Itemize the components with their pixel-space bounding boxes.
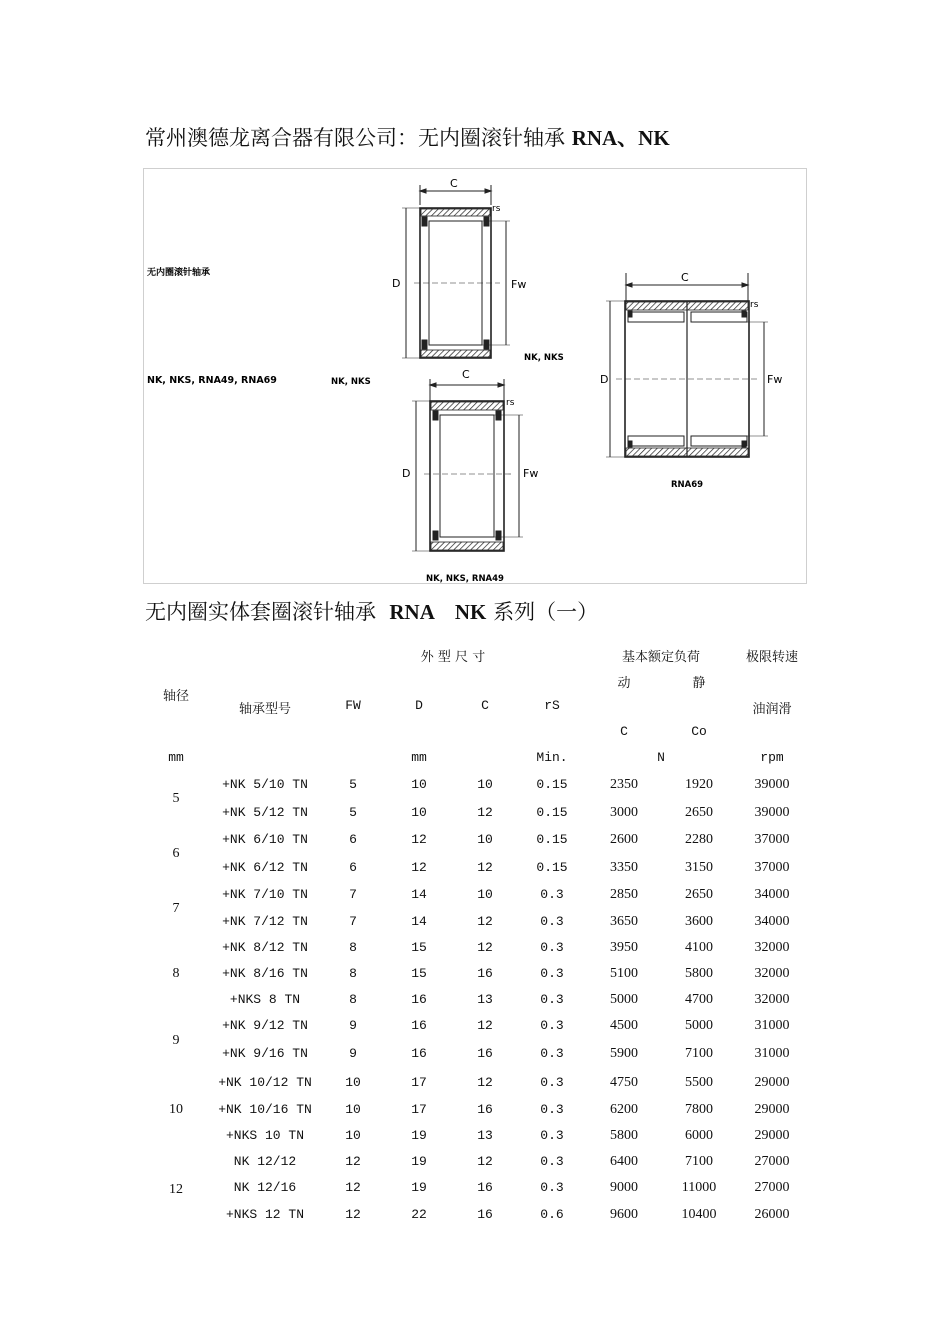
- model-cell: +NK 7/10 TN: [222, 887, 308, 902]
- table-title-rna: RNA: [389, 600, 435, 624]
- stat-load-cell: 1920: [685, 777, 713, 792]
- stat-load-cell: 2650: [685, 887, 713, 902]
- rs-cell: 0.3: [540, 992, 564, 1007]
- rs-cell: 0.3: [540, 1128, 564, 1143]
- c-cell: 12: [477, 805, 493, 820]
- dim-rs-top: rs: [492, 204, 501, 214]
- model-cell: NK 12/16: [233, 1180, 297, 1195]
- speed-cell: 34000: [754, 887, 790, 902]
- c-cell: 10: [477, 887, 493, 902]
- speed-cell: 26000: [754, 1207, 790, 1222]
- fw-cell: 8: [349, 966, 357, 981]
- dyn-load-cell: 9000: [610, 1180, 638, 1195]
- header-oil: 油润滑: [752, 702, 792, 717]
- model-cell: +NK 8/16 TN: [222, 966, 308, 981]
- dyn-load-cell: 9600: [610, 1207, 638, 1222]
- fw-cell: 8: [349, 992, 357, 1007]
- model-cell: NK 12/12: [233, 1154, 297, 1169]
- c-cell: 16: [477, 1046, 493, 1061]
- header-rs: rS: [544, 698, 560, 713]
- dim-c-top: C: [450, 177, 458, 190]
- model-cell: +NK 8/12 TN: [222, 940, 308, 955]
- rs-cell: 0.3: [540, 914, 564, 929]
- speed-cell: 27000: [754, 1154, 790, 1169]
- c-cell: 16: [477, 966, 493, 981]
- stat-load-cell: 3600: [685, 914, 713, 929]
- speed-cell: 39000: [754, 777, 790, 792]
- speed-cell: 31000: [754, 1018, 790, 1033]
- rs-cell: 0.3: [540, 1075, 564, 1090]
- stat-load-cell: 10400: [681, 1207, 717, 1222]
- model-cell: +NK 6/12 TN: [222, 860, 308, 875]
- dyn-load-cell: 4500: [610, 1018, 638, 1033]
- unit-shaft-mm: mm: [168, 750, 184, 765]
- d-cell: 22: [411, 1207, 427, 1222]
- table-title-prefix: 无内圈实体套圈滚针轴承: [145, 600, 390, 624]
- model-cell: +NK 5/10 TN: [222, 777, 308, 792]
- dyn-load-cell: 2600: [610, 832, 638, 847]
- d-cell: 19: [411, 1128, 427, 1143]
- header-fw: FW: [345, 698, 361, 713]
- bearing-drawing-svg: [144, 169, 808, 585]
- dim-rs-right: rs: [750, 300, 759, 310]
- speed-cell: 32000: [754, 992, 790, 1007]
- rs-cell: 0.3: [540, 1102, 564, 1117]
- header-d: D: [415, 698, 423, 713]
- d-cell: 12: [411, 832, 427, 847]
- header-static: 静: [692, 676, 706, 691]
- label-nk-nks-right: NK, NKS: [524, 353, 564, 363]
- header-dynamic: 动: [617, 676, 631, 691]
- c-cell: 16: [477, 1207, 493, 1222]
- model-cell: +NKS 12 TN: [225, 1207, 305, 1222]
- stat-load-cell: 5800: [685, 966, 713, 981]
- rs-cell: 0.15: [536, 805, 568, 820]
- shaft-cell: 9: [172, 1033, 180, 1048]
- fw-cell: 5: [349, 805, 357, 820]
- dyn-load-cell: 6400: [610, 1154, 638, 1169]
- rs-cell: 0.15: [536, 777, 568, 792]
- stat-load-cell: 4100: [685, 940, 713, 955]
- dyn-load-cell: 4750: [610, 1075, 638, 1090]
- d-cell: 15: [411, 940, 427, 955]
- dyn-load-cell: 3950: [610, 940, 638, 955]
- stat-load-cell: 7100: [685, 1154, 713, 1169]
- c-cell: 12: [477, 1018, 493, 1033]
- stat-load-cell: 5000: [685, 1018, 713, 1033]
- d-cell: 12: [411, 860, 427, 875]
- dyn-load-cell: 5800: [610, 1128, 638, 1143]
- c-cell: 10: [477, 832, 493, 847]
- dim-fw-bottom: Fw: [523, 467, 539, 480]
- rs-cell: 0.3: [540, 940, 564, 955]
- model-cell: +NK 9/12 TN: [222, 1018, 308, 1033]
- bearing-rna69: [606, 273, 768, 457]
- type-list-label: NK, NKS, RNA49, RNA69: [147, 375, 277, 386]
- shaft-cell: 7: [172, 901, 180, 916]
- speed-cell: 31000: [754, 1046, 790, 1061]
- model-cell: +NK 10/16 TN: [218, 1102, 312, 1117]
- fw-cell: 10: [345, 1128, 361, 1143]
- stat-load-cell: 11000: [681, 1180, 717, 1195]
- header-shaft: 轴径: [162, 689, 190, 704]
- dyn-load-cell: 6200: [610, 1102, 638, 1117]
- header-load-c: C: [620, 724, 628, 739]
- dyn-load-cell: 2850: [610, 887, 638, 902]
- table-title-gap: [435, 600, 455, 624]
- side-label: 无内圈滚针轴承: [147, 268, 211, 278]
- d-cell: 16: [411, 992, 427, 1007]
- speed-cell: 29000: [754, 1075, 790, 1090]
- table-title: [145, 596, 598, 626]
- rs-cell: 0.15: [536, 860, 568, 875]
- label-rna69: RNA69: [671, 480, 704, 490]
- speed-cell: 32000: [754, 966, 790, 981]
- model-cell: +NKS 10 TN: [225, 1128, 305, 1143]
- header-dims-group: 外 型 尺 寸: [420, 650, 486, 665]
- fw-cell: 8: [349, 940, 357, 955]
- d-cell: 19: [411, 1154, 427, 1169]
- shaft-cell: 12: [169, 1182, 183, 1197]
- dim-d-bottom: D: [402, 467, 411, 480]
- fw-cell: 10: [345, 1075, 361, 1090]
- unit-n: N: [657, 750, 665, 765]
- c-cell: 12: [477, 940, 493, 955]
- d-cell: 16: [411, 1018, 427, 1033]
- fw-cell: 6: [349, 860, 357, 875]
- stat-load-cell: 6000: [685, 1128, 713, 1143]
- fw-cell: 12: [345, 1207, 361, 1222]
- dyn-load-cell: 3000: [610, 805, 638, 820]
- fw-cell: 12: [345, 1180, 361, 1195]
- title-prefix: 常州澳德龙离合器有限公司：无内圈滚针轴承: [145, 126, 572, 150]
- d-cell: 15: [411, 966, 427, 981]
- speed-cell: 39000: [754, 805, 790, 820]
- c-cell: 13: [477, 1128, 493, 1143]
- d-cell: 17: [411, 1102, 427, 1117]
- c-cell: 12: [477, 1154, 493, 1169]
- dyn-load-cell: 5900: [610, 1046, 638, 1061]
- rs-cell: 0.3: [540, 887, 564, 902]
- rs-cell: 0.15: [536, 832, 568, 847]
- dyn-load-cell: 5000: [610, 992, 638, 1007]
- stat-load-cell: 7100: [685, 1046, 713, 1061]
- dyn-load-cell: 2350: [610, 777, 638, 792]
- c-cell: 13: [477, 992, 493, 1007]
- unit-dims-mm: mm: [411, 750, 427, 765]
- speed-cell: 32000: [754, 940, 790, 955]
- c-cell: 12: [477, 914, 493, 929]
- fw-cell: 9: [349, 1046, 357, 1061]
- stat-load-cell: 3150: [685, 860, 713, 875]
- header-c: C: [481, 698, 489, 713]
- rs-cell: 0.6: [540, 1207, 564, 1222]
- dim-c-right: C: [681, 271, 689, 284]
- stat-load-cell: 2650: [685, 805, 713, 820]
- c-cell: 16: [477, 1102, 493, 1117]
- speed-cell: 29000: [754, 1102, 790, 1117]
- fw-cell: 5: [349, 777, 357, 792]
- d-cell: 14: [411, 887, 427, 902]
- rs-cell: 0.3: [540, 1180, 564, 1195]
- model-cell: +NK 10/12 TN: [218, 1075, 312, 1090]
- dim-fw-top: Fw: [511, 278, 527, 291]
- fw-cell: 9: [349, 1018, 357, 1033]
- d-cell: 17: [411, 1075, 427, 1090]
- c-cell: 12: [477, 1075, 493, 1090]
- dim-rs-bottom: rs: [506, 398, 515, 408]
- dim-d-top: D: [392, 277, 401, 290]
- d-cell: 16: [411, 1046, 427, 1061]
- header-speed-group: 极限转速: [745, 650, 799, 665]
- shaft-cell: 8: [172, 966, 180, 981]
- shaft-cell: 5: [172, 791, 180, 806]
- fw-cell: 7: [349, 887, 357, 902]
- speed-cell: 37000: [754, 832, 790, 847]
- dyn-load-cell: 5100: [610, 966, 638, 981]
- dim-fw-right: Fw: [767, 373, 783, 386]
- unit-rpm: rpm: [760, 750, 784, 765]
- model-cell: +NK 7/12 TN: [222, 914, 308, 929]
- shaft-cell: 6: [172, 846, 180, 861]
- fw-cell: 6: [349, 832, 357, 847]
- stat-load-cell: 2280: [685, 832, 713, 847]
- label-bottom: NK, NKS, RNA49: [426, 574, 504, 584]
- fw-cell: 10: [345, 1102, 361, 1117]
- rs-cell: 0.3: [540, 1154, 564, 1169]
- rs-cell: 0.3: [540, 1046, 564, 1061]
- fw-cell: 12: [345, 1154, 361, 1169]
- header-load-co: Co: [691, 724, 707, 739]
- unit-min: Min.: [536, 750, 568, 765]
- c-cell: 16: [477, 1180, 493, 1195]
- c-cell: 12: [477, 860, 493, 875]
- d-cell: 14: [411, 914, 427, 929]
- dim-d-right: D: [600, 373, 609, 386]
- stat-load-cell: 7800: [685, 1102, 713, 1117]
- speed-cell: 34000: [754, 914, 790, 929]
- dyn-load-cell: 3650: [610, 914, 638, 929]
- shaft-cell: 10: [169, 1102, 183, 1117]
- speed-cell: 29000: [754, 1128, 790, 1143]
- document-title: [145, 122, 670, 152]
- label-nk-nks-left: NK, NKS: [331, 377, 371, 387]
- table-title-suffix: 系列（一）: [486, 600, 599, 624]
- title-bold: RNA、NK: [571, 126, 670, 150]
- bearing-drawing: [143, 168, 807, 584]
- rs-cell: 0.3: [540, 1018, 564, 1033]
- d-cell: 10: [411, 777, 427, 792]
- model-cell: +NK 6/10 TN: [222, 832, 308, 847]
- table-title-nk: NK: [454, 600, 487, 624]
- header-load-group: 基本额定负荷: [621, 650, 701, 665]
- d-cell: 19: [411, 1180, 427, 1195]
- model-cell: +NKS 8 TN: [229, 992, 301, 1007]
- fw-cell: 7: [349, 914, 357, 929]
- model-cell: +NK 9/16 TN: [222, 1046, 308, 1061]
- dyn-load-cell: 3350: [610, 860, 638, 875]
- model-cell: +NK 5/12 TN: [222, 805, 308, 820]
- speed-cell: 27000: [754, 1180, 790, 1195]
- stat-load-cell: 5500: [685, 1075, 713, 1090]
- header-model: 轴承型号: [238, 702, 292, 717]
- rs-cell: 0.3: [540, 966, 564, 981]
- stat-load-cell: 4700: [685, 992, 713, 1007]
- d-cell: 10: [411, 805, 427, 820]
- speed-cell: 37000: [754, 860, 790, 875]
- dim-c-bottom: C: [462, 368, 470, 381]
- c-cell: 10: [477, 777, 493, 792]
